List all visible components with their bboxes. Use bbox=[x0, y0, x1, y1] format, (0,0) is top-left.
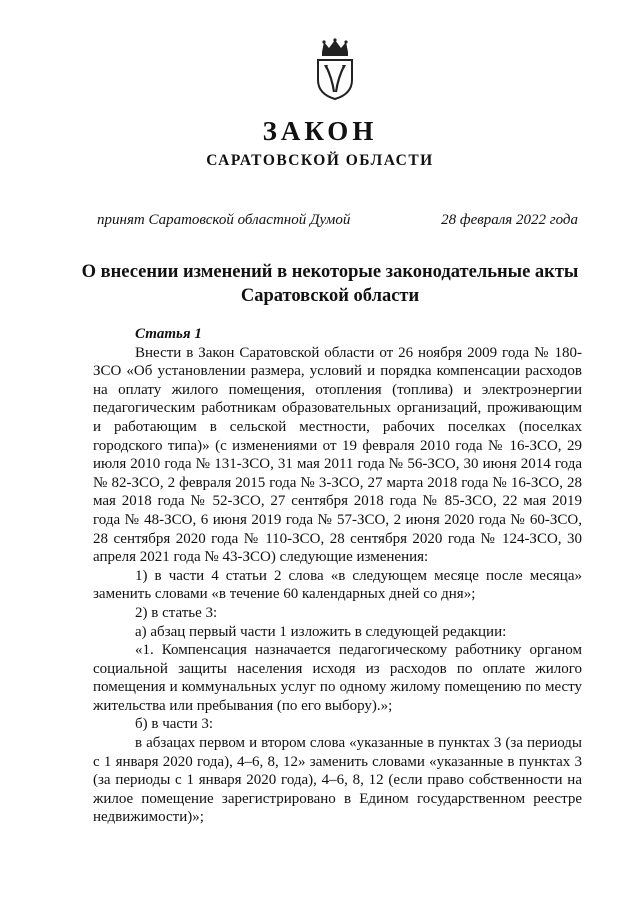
paragraph: «1. Компенсация назначается педагогическому работнику органом социальной защиты населения исходя из расходов по оплате жилого помещения и коммунальных услуг по одному жилому помещению по месту жительства или пребывания (по его выбору).»; bbox=[93, 642, 582, 714]
paragraph: 1) в части 4 статьи 2 слова «в следующем месяце после месяца» заменить словами «в течение 60 календарных дней со дня»; bbox=[93, 567, 582, 603]
document-title: ЗАКОН bbox=[262, 116, 378, 146]
document-subtitle: САРАТОВСКОЙ ОБЛАСТИ bbox=[206, 152, 434, 169]
paragraph: 2) в статье 3: bbox=[135, 604, 218, 621]
paragraph: в абзацах первом и втором слова «указанные в пунктах 3 (за периоды с 1 января 2020 года), 4–6, 8, 12» заменить словами «указанные в пунктах 3 (за периоды с 1 января 2020 года), 4–6, 8, 12 (если право собственности на жилое помещение зарегистрировано в Едином государственном реестре недвижимости)»; bbox=[93, 735, 582, 826]
paragraph: Внести в Закон Саратовской области от 26 ноября 2009 года № 180-ЗСО «Об установлении размера, условий и порядка компенсации расходов на оплату жилого помещения, отопления (топлива) и электроэнергии педагогическим работникам образовательных организаций, проживающим и работающим в сельской местности, рабочих поселках (поселках городского типа)» (с изменениями от 19 февраля 2010 года № 16-ЗСО, 29 июля 2010 года № 131-ЗСО, 31 мая 2011 года № 56-ЗСО, 30 июня 2014 года № 82-ЗСО, 2 февраля 2015 года № 3-ЗСО, 27 марта 2018 года № 16-ЗСО, 28 мая 2018 года № 52-ЗСО, 27 сентября 2018 года № 85-ЗСО, 22 мая 2019 года № 48-ЗСО, 6 июня 2019 года № 57-ЗСО, 2 июня 2020 года № 60-ЗСО, 28 сентября 2020 года № 110-ЗСО, 28 сентября 2020 года № 124-ЗСО, 30 апреля 2021 года № 43-ЗСО) следующие изменения: bbox=[93, 344, 582, 566]
coat-of-arms-icon bbox=[312, 38, 358, 100]
law-heading: О внесении изменений в некоторые законодательные акты Саратовской области bbox=[81, 262, 579, 306]
article-label: Статья 1 bbox=[135, 326, 202, 342]
adopted-by-text: принят Саратовской областной Думой bbox=[97, 212, 351, 228]
paragraph: б) в части 3: bbox=[135, 716, 214, 733]
paragraph: а) абзац первый части 1 изложить в следующей редакции: bbox=[135, 623, 507, 640]
law-body bbox=[93, 325, 582, 827]
adoption-date: 28 февраля 2022 года bbox=[441, 212, 578, 228]
